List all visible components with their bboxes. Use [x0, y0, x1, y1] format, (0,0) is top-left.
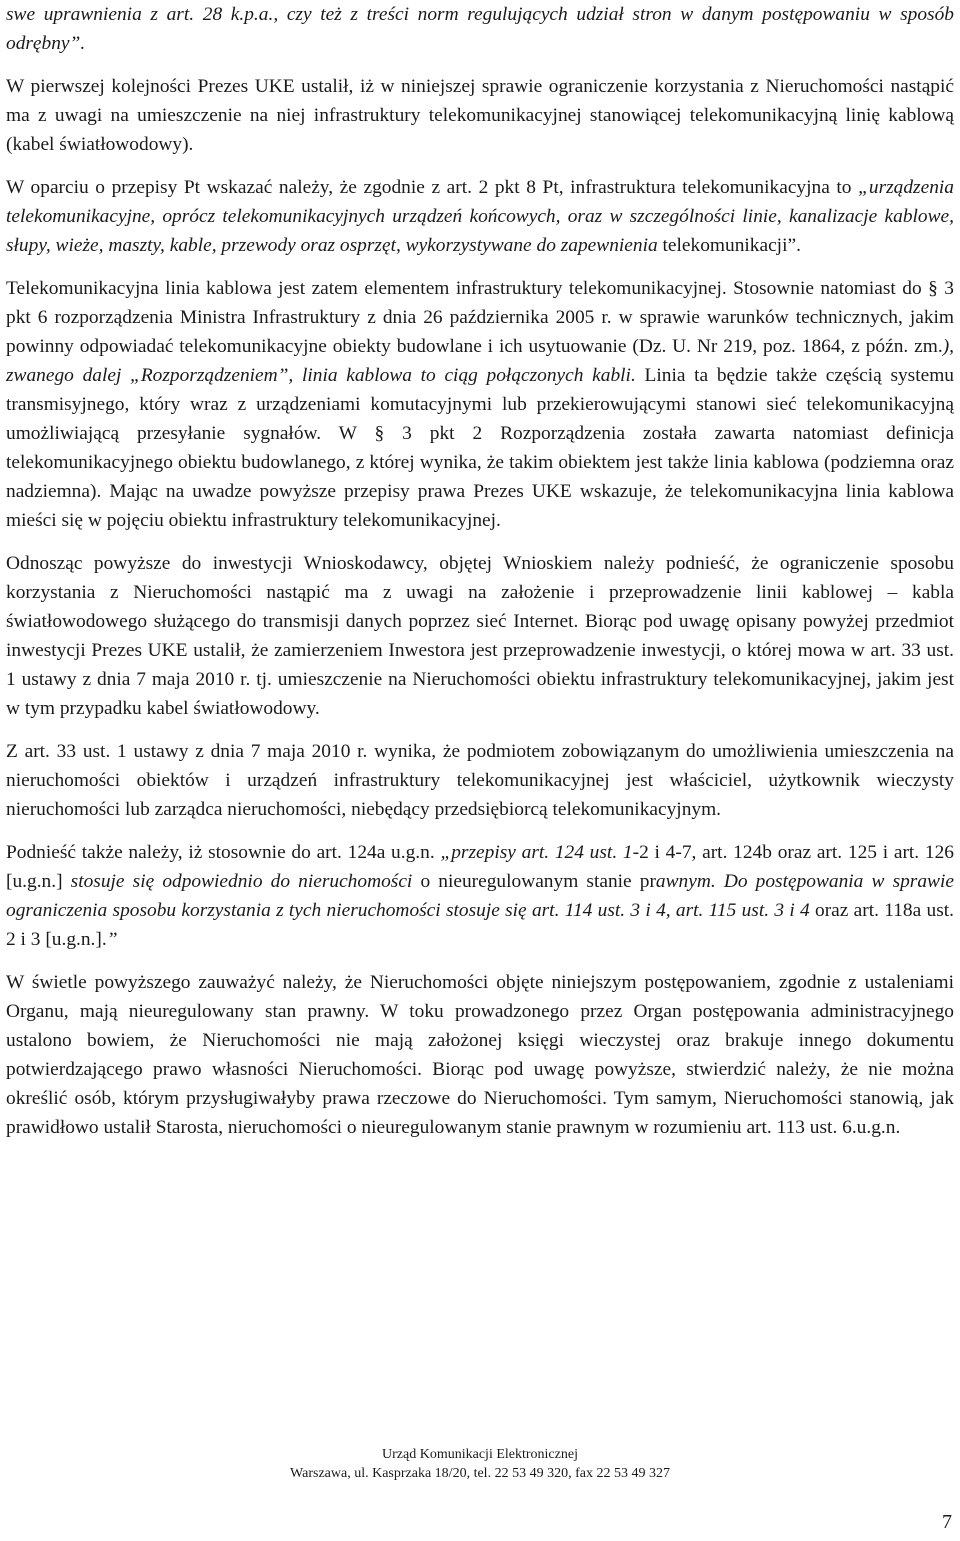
- paragraph-text: -2 i 4-7, art. 124b oraz art. 125 i art. 126 [u.g.n.]: [6, 842, 954, 892]
- document-body: [6, 0, 954, 1142]
- quote-text: „urządzenia telekomunikacyjne, oprócz telekomunikacyjnych urządzeń końcowych, oraz w szczególności linie, kanalizacje kablowe, słupy, wieże, maszty, kable, przewody oraz osprzęt, wykorzystywane do zapewnienia: [6, 177, 954, 256]
- paragraph-text: Podnieść także należy, iż stosownie do art. 124a u.g.n.: [6, 842, 441, 863]
- paragraph: [6, 72, 954, 159]
- paragraph: [6, 274, 954, 535]
- quote-text: „przepisy art. 124 ust. 1: [440, 842, 633, 863]
- paragraph: [6, 838, 954, 954]
- paragraph-continuation: [6, 0, 954, 58]
- quote-text: swe uprawnienia z art. 28 k.p.a., czy też z treści norm regulujących udział stron w danym postępowaniu w sposób odrębny”.: [6, 4, 954, 54]
- paragraph-text: Telekomunikacyjna linia kablowa jest zatem elementem infrastruktury telekomunikacyjnej. Stosownie natomiast do § 3 pkt 6 rozporządzenia Ministra Infrastruktury z dnia 26 października 2005 r. w sprawie warunków technicznych, jakim powinny odpowiadać telekomunikacyjne obiekty budowlane i ich usytuowanie (Dz. U. Nr 219, poz. 1864, z późn. zm.: [6, 278, 954, 357]
- paragraph-text: W oparciu o przepisy Pt wskazać należy, że zgodnie z art. 2 pkt 8 Pt, infrastruktura telekomunikacyjna to: [6, 177, 859, 198]
- quote-text: ), zwanego dalej „Rozporządzeniem”, linia kablowa to ciąg połączonych kabli.: [6, 336, 954, 386]
- quote-text: awnym. Do postępowania w sprawie ograniczenia sposobu korzystania z tych nieruchomości stosuje się art. 114 ust. 3 i 4, art. 115 ust. 3 i 4: [6, 871, 954, 921]
- paragraph-text: Z art. 33 ust. 1 ustawy z dnia 7 maja 2010 r. wynika, że podmiotem zobowiązanym do umożliwienia umieszczenia na nieruchomości obiektów i urządzeń infrastruktury telekomunikacyjnej jest właściciel, użytkownik wieczysty nieruchomości lub zarządca nieruchomości, niebędący przedsiębiorcą telekomunikacyjnym.: [6, 741, 954, 820]
- paragraph-text: W świetle powyższego zauważyć należy, że Nieruchomości objęte niniejszym postępowaniem, zgodnie z ustaleniami Organu, mają nieuregulowany stan prawny. W toku prowadzonego przez Organ postępowania administracyjnego ustalono bowiem, że Nieruchomości nie mają założonej księgi wieczystej oraz brakuje innego dokumentu potwierdzającego prawo własności Nieruchomości. Biorąc pod uwagę powyższe, stwierdzić należy, że nie można określić osób, którym przysługiwałyby prawa rzeczowe do Nieruchomości. Tym samym, Nieruchomości stanowią, jak prawidłowo ustalił Starosta, nieruchomości o nieuregulowanym stanie prawnym w rozumieniu art. 113 ust. 6.u.g.n.: [6, 972, 954, 1138]
- paragraph-text: telekomunikacji”.: [657, 235, 801, 256]
- paragraph-text: oraz art. 118a ust. 2 i 3 [u.g.n.].: [6, 900, 954, 950]
- paragraph: [6, 549, 954, 723]
- paragraph: [6, 737, 954, 824]
- quote-text: ”: [106, 929, 118, 950]
- paragraph: [6, 968, 954, 1142]
- footer-office: Urząd Komunikacji Elektronicznej: [382, 1447, 578, 1462]
- paragraph: [6, 173, 954, 260]
- page-number: 7: [942, 1511, 952, 1533]
- quote-text: stosuje się odpowiednio do nieruchomości: [70, 871, 413, 892]
- footer-address: Warszawa, ul. Kasprzaka 18/20, tel. 22 53 49 320, fax 22 53 49 327: [290, 1466, 670, 1481]
- paragraph-text: Linia ta będzie także częścią systemu transmisyjnego, który wraz z urządzeniami komutacyjnymi lub przekierowującymi stanowi sieć telekomunikacyjną umożliwiającą przesyłanie sygnałów. W § 3 pkt 2 Rozporządzenia została zawarta natomiast definicja telekomunikacyjnego obiektu budowlanego, z której wynika, że takim obiektem jest także linia kablowa (podziemna oraz nadziemna). Mając na uwadze powyższe przepisy prawa Prezes UKE wskazuje, że telekomunikacyjna linia kablowa mieści się w pojęciu obiektu infrastruktury telekomunikacyjnej.: [6, 365, 955, 531]
- paragraph-text: Odnosząc powyższe do inwestycji Wnioskodawcy, objętej Wnioskiem należy podnieść, że ograniczenie sposobu korzystania z Nieruchomości nastąpić ma z uwagi na założenie i przeprowadzenie linii kablowej – kabla światłowodowego służącego do transmisji danych poprzez sieć Internet. Biorąc pod uwagę opisany powyżej przedmiot inwestycji Prezes UKE ustalił, że zamierzeniem Inwestora jest przeprowadzenie inwestycji, o której mowa w art. 33 ust. 1 ustawy z dnia 7 maja 2010 r. tj. umieszczenie na Nieruchomości obiektu infrastruktury telekomunikacyjnej, jakim jest w tym przypadku kabel światłowodowy.: [6, 553, 954, 719]
- paragraph-text: W pierwszej kolejności Prezes UKE ustalił, iż w niniejszej sprawie ograniczenie korzystania z Nieruchomości nastąpić ma z uwagi na umieszczenie na niej infrastruktury telekomunikacyjnej stanowiącej telekomunikacyjną linię kablową (kabel światłowodowy).: [6, 76, 954, 155]
- paragraph-text: o nieuregulowanym stanie pr: [412, 871, 656, 892]
